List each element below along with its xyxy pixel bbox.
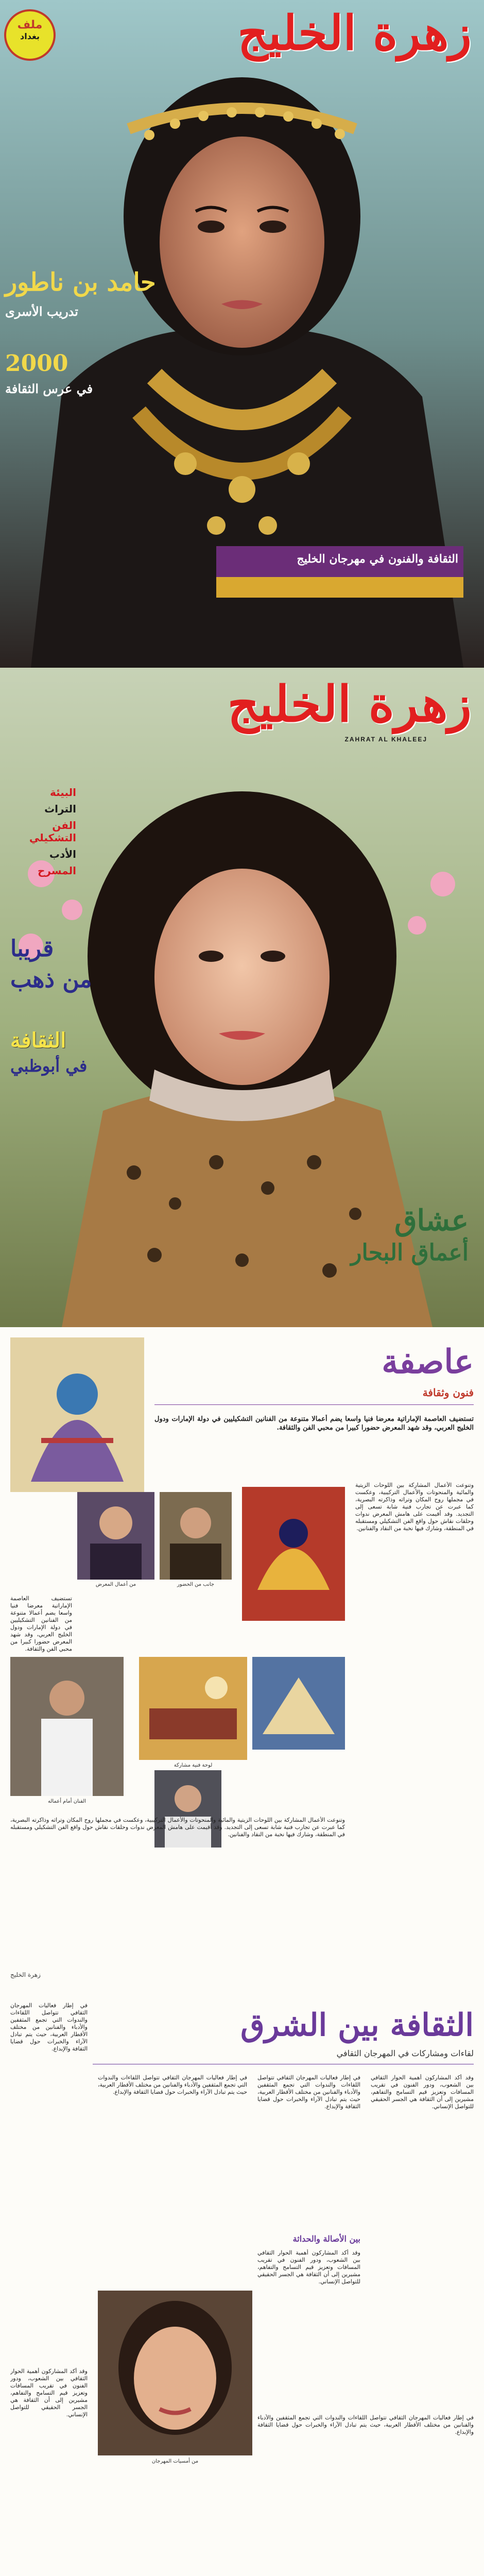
cover-2-headline-3: الثقافة <box>10 1028 66 1053</box>
painting-red <box>242 1487 345 1621</box>
painting-orange <box>139 1657 247 1760</box>
caption-2: جانب من الحضور <box>177 1582 215 1587</box>
left-teaser: التراث <box>44 803 76 815</box>
cover-2-bottom-line-2: أعماق البحار <box>351 1240 469 1266</box>
article-4-portrait <box>98 2291 252 2455</box>
cover-1-photo <box>0 0 484 668</box>
cover-2-headline-1: قريبا <box>10 936 54 962</box>
article-4-photo-caption: من أمسيات المهرجان <box>151 2459 199 2464</box>
cover-1-teaser-2: في عرس الثقافة <box>5 381 93 396</box>
cover-2-headline-2: من ذهب <box>10 967 92 993</box>
masthead-logo: زهرة الخليج <box>237 5 472 61</box>
article-4-col-b: في إطار فعاليات المهرجان الثقافي تتواصل اللقاءات والندوات التي تجمع المثقفين والأدباء والفنانين من مختلف الأقطار العربية، حيث يتم تبادل الآراء والخبرات حول قضايا الثقافة والإبداع. <box>257 2074 360 2110</box>
left-teaser: البيئة <box>50 786 76 799</box>
cover-1-badge <box>4 9 56 61</box>
article-4-title: الثقافة بين الشرق <box>240 2007 474 2043</box>
photo-portrait-1 <box>77 1492 154 1580</box>
article-4-col-c: وقد أكد المشاركون أهمية الحوار الثقافي بين الشعوب، ودور الفنون في تقريب المسافات وتعزيز قيم التسامح والتفاهم، مشيرين إلى أن الثقافة هي الجسر الحقيقي للتواصل الإنساني. <box>257 2249 360 2285</box>
caption-1: من أعمال المعرض <box>95 1582 136 1587</box>
painting-blue <box>252 1657 345 1750</box>
cover-2-headline-4: في أبوظبي <box>10 1056 88 1076</box>
title-divider <box>154 1404 474 1405</box>
cover-1-strip-text: الثقافة والفنون في مهرجان الخليج <box>297 552 458 566</box>
badge-top-text: ملف <box>17 19 43 31</box>
masthead-logo-2: زهرة الخليج <box>227 675 472 733</box>
article-3-body: وتنوعت الأعمال المشاركة بين اللوحات الزيتية والمائية والمنحوتات والأعمال التركيبية، وعكست في مجملها روح المكان وتراثه وذاكرته البصرية، كما عبرت عن تجارب فنية شابة تسعى إلى التجديد. وقد أقيمت على هامش المعرض ندوات وحلقات نقاش حول واقع الفن التشكيلي ومستقبله في المنطقة، وشارك فيها نخبة من النقاد والفنانين. <box>355 1482 474 1532</box>
left-teaser: الأدب <box>49 848 76 860</box>
article-3-title: عاصفة <box>382 1343 474 1381</box>
caption-3: لوحة فنية مشاركة <box>174 1762 213 1768</box>
masthead-subtitle: ZAHRAT AL KHALEEJ <box>344 736 427 743</box>
article-3-subtitle: فنون وثقافة <box>422 1386 474 1399</box>
article-4-col-f: في إطار فعاليات المهرجان الثقافي تتواصل اللقاءات والندوات التي تجمع المثقفين والأدباء والفنانين من مختلف الأقطار العربية، حيث يتم تبادل الآراء والخبرات حول قضايا الثقافة والإبداع. <box>257 2414 474 2435</box>
article-4-col-a: وقد أكد المشاركون أهمية الحوار الثقافي بين الشعوب، ودور الفنون في تقريب المسافات وتعزيز قيم التسامح والتفاهم، مشيرين إلى أن الثقافة هي الجسر الحقيقي للتواصل الإنساني. <box>371 2074 474 2110</box>
badge-bottom-text: بغداد <box>20 31 40 41</box>
cover-2-bottom-line-1: عشاق <box>394 1204 469 1238</box>
article-4-section-head: بين الأصالة والحداثة <box>292 2234 360 2244</box>
cover-page-2 <box>0 668 484 1327</box>
cover-1-headline-name: حامد بن ناطور <box>5 268 156 297</box>
article-4-subtitle: لقاءات ومشاركات في المهرجان الثقافي <box>336 2048 474 2058</box>
article-3-body-2: تستضيف العاصمة الإماراتية معرضا فنيا واسعا يضم أعمالا متنوعة من الفنانين التشكيليين في دولة الإمارات ودول الخليج العربي، وقد شهد المعرض حضورا كبيرا من محبي الفن والثقافة. <box>10 1595 72 1652</box>
left-teaser: المسرح <box>38 865 76 877</box>
article-3-lead: تستضيف العاصمة الإماراتية معرضا فنيا واسعا يضم أعمالا متنوعة من الفنانين التشكيليين في دولة الإمارات ودول الخليج العربي، وقد شهد المعرض حضورا كبيرا من محبي الفن والثقافة. <box>154 1415 474 1432</box>
caption-4: الفنان أمام أعماله <box>47 1799 86 1804</box>
page-folio: زهرة الخليج <box>10 1971 41 1978</box>
article-page-4 <box>0 1992 484 2576</box>
cover-1-teaser-1: 2000 <box>5 350 68 377</box>
photo-man-with-painting <box>10 1657 124 1796</box>
article-4-col-e: وقد أكد المشاركون أهمية الحوار الثقافي بين الشعوب، ودور الفنون في تقريب المسافات وتعزيز قيم التسامح والتفاهم، مشيرين إلى أن الثقافة هي الجسر الحقيقي للتواصل الإنساني. <box>10 2368 88 2418</box>
article-3-body-3: وتنوعت الأعمال المشاركة بين اللوحات الزيتية والمائية والمنحوتات والأعمال التركيبية، وعكست في مجملها روح المكان وتراثه وذاكرته البصرية، كما عبرت عن تجارب فنية شابة تسعى إلى التجديد. وقد أقيمت على هامش المعرض ندوات وحلقات نقاش حول واقع الفن التشكيلي ومستقبله في المنطقة، وشارك فيها نخبة من النقاد والفنانين. <box>10 1817 345 1838</box>
photo-portrait-2 <box>160 1492 232 1580</box>
article-page-3 <box>0 1327 484 1992</box>
illustration-art <box>10 1337 144 1492</box>
article-4-col-d: في إطار فعاليات المهرجان الثقافي تتواصل اللقاءات والندوات التي تجمع المثقفين والأدباء والفنانين من مختلف الأقطار العربية، حيث يتم تبادل الآراء والخبرات حول قضايا الثقافة والإبداع. <box>98 2074 247 2095</box>
article-4-col-left: في إطار فعاليات المهرجان الثقافي تتواصل اللقاءات والندوات التي تجمع المثقفين والأدباء والفنانين من مختلف الأقطار العربية، حيث يتم تبادل الآراء والخبرات حول قضايا الثقافة والإبداع. <box>10 2002 88 2052</box>
cover-1-headline-sub: تدريب الأسرى <box>5 304 78 319</box>
left-teaser: الفن التشكيلي <box>29 819 76 844</box>
cover-2-left-teasers <box>4 786 76 877</box>
cover-page-1 <box>0 0 484 668</box>
